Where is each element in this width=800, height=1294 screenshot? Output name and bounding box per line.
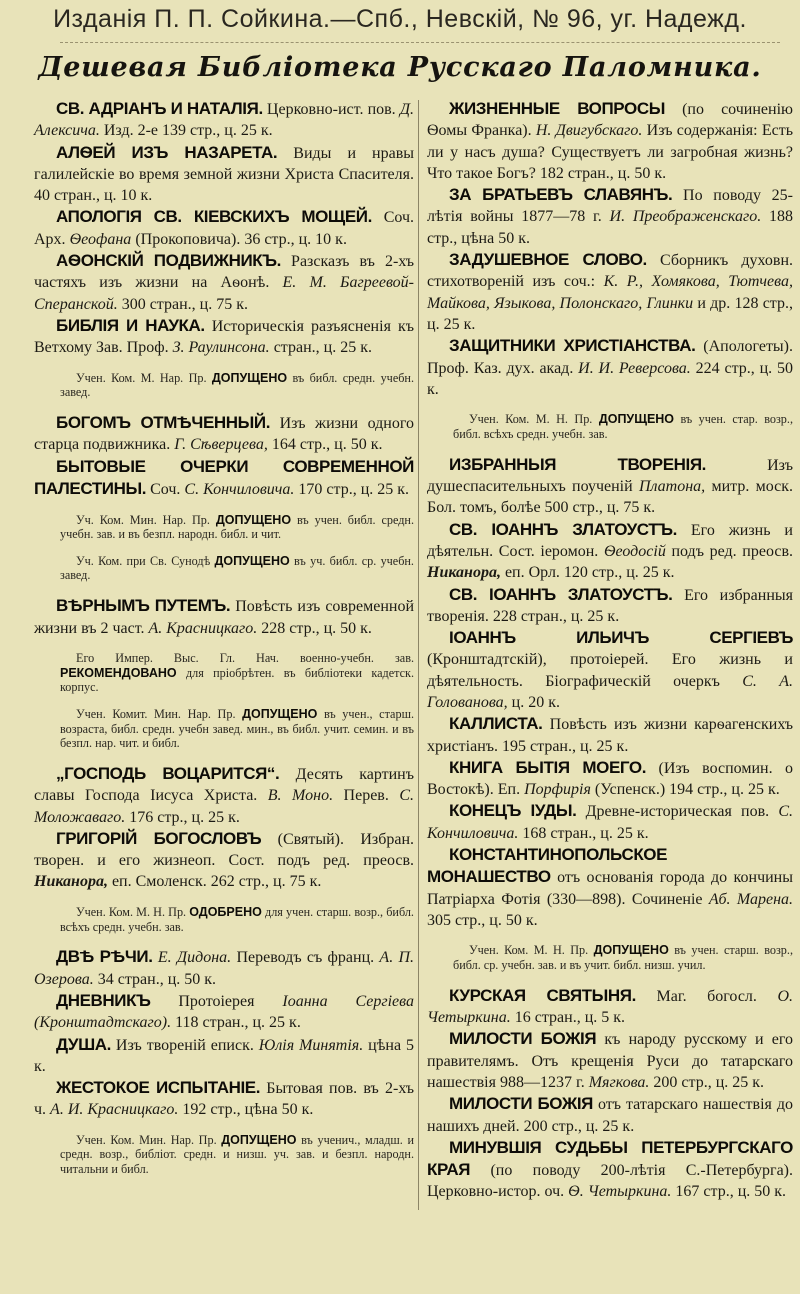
entry-text: Его избранныя творенія. 228 стран., ц. 25 к. — [427, 586, 793, 625]
book-title: ДНЕВНИКЪ — [56, 990, 151, 1010]
entry-text: Его жизнь и дѣятельн. Сост. іеромон. — [427, 521, 793, 560]
author-name: А. П. Озерова. — [34, 949, 415, 988]
entry-text: Виды и нравы галилейскіе во время земной жизни Христа Спасителя. 40 стран., ц. 10 к. — [34, 144, 415, 205]
book-title: ІОАННЪ ИЛЬИЧЪ СЕРГІЕВЪ — [449, 628, 793, 648]
book-title: ДВѢ РѢЧИ. — [56, 947, 153, 967]
entry-text: ц. 20 к. — [507, 693, 560, 711]
note-text: Учен. Комит. Мин. Нар. Пр. — [76, 707, 243, 721]
book-title: ЖИЗНЕННЫЕ ВОПРОСЫ — [449, 99, 665, 118]
entry-text: Протоіерея — [178, 992, 283, 1010]
book-title: КОНЕЦЪ ІУДЫ. — [449, 801, 577, 821]
entry-paragraph — [427, 184, 793, 249]
catalog-entry — [427, 627, 793, 713]
approval-status: ДОПУЩЕНО — [593, 943, 669, 958]
entry-paragraph — [34, 828, 414, 893]
catalog-entry — [427, 844, 793, 973]
catalog-entry — [427, 713, 793, 757]
note-text: Уч. Ком. при Св. Сунодѣ — [76, 553, 215, 568]
approval-note — [60, 554, 414, 583]
approval-note — [60, 707, 414, 751]
note-text: Учен. Ком. М. Н. Пр. — [76, 904, 190, 919]
entry-paragraph — [427, 519, 793, 584]
approval-note — [60, 513, 414, 542]
author-name: Ѳ. Четыркина. — [568, 1183, 672, 1201]
entry-text: (Кронштадтскій), протоіерей. Его жизнь и дѣятельность. Біографическій очеркъ — [427, 651, 793, 690]
catalog-entry — [34, 456, 414, 583]
note-text: Уч. Ком. Мин. Нар. Пр. — [76, 512, 216, 527]
catalog-entry — [427, 184, 793, 249]
catalog-entry — [34, 763, 414, 828]
author-name: И. Преображенскаго. — [609, 208, 762, 226]
entry-paragraph — [427, 98, 793, 184]
note-text: Учен. Ком. М. Н. Пр. — [469, 412, 599, 427]
author-name: А. И. Красницкаго. — [50, 1101, 179, 1119]
author-name: Е. М. Багреевой-Сперанской. — [34, 274, 415, 313]
note-text: въ учен. стар. возр., библ. всѣхъ средн. учебн. зав. — [453, 412, 793, 441]
entry-text: еп. Смоленск. 262 стр., ц. 75 к. — [107, 873, 322, 891]
entry-text: Изъ содержанія: Есть ли у насъ душа? Существуетъ ли загробная жизнь? Что такое Богъ? 182 стран., ц. 50 к. — [427, 122, 794, 182]
entry-paragraph — [427, 335, 793, 400]
note-text: въ учен., старш. возраста, библ. средн. учебн завед. мин., въ библ. учит. семин. и въ безпл. нар. чит. и библ. — [60, 707, 414, 751]
entry-text: (по поводу 200-лѣтія С.-Петербурга). Церковно-истор. оч. — [427, 1162, 793, 1201]
entry-text: (Святый). Избран. творен. и его жизнеоп. Сост. подъ ред. преосв. — [34, 830, 415, 870]
entry-text: 228 стр., ц. 50 к. — [257, 619, 372, 637]
entry-text: (Прокоповича). 36 стр., ц. 10 к. — [131, 230, 347, 248]
entry-text: 192 стр., цѣна 50 к. — [178, 1101, 314, 1119]
note-text: Его Импер. Выс. Гл. Нач. военно-учебн. зав. — [76, 651, 414, 666]
entry-text: цѣна 5 к. — [34, 1036, 415, 1075]
author-name: И. И. Реверсова. — [578, 359, 691, 377]
entry-text: 170 стр., ц. 25 к. — [294, 481, 410, 499]
author-name: Юлія Минятія. — [258, 1036, 364, 1054]
book-title: ЖЕСТОКОЕ ИСПЫТАНІЕ. — [56, 1078, 261, 1098]
entry-text: подъ ред. преосв. — [665, 542, 793, 560]
author-name: С. А. Голованова, — [427, 672, 793, 711]
author-name: Г. Сѣверцева, — [174, 436, 268, 454]
catalog-entry — [34, 828, 414, 934]
catalog-entry — [427, 519, 793, 584]
note-text: Учен. Ком. М. Н. Пр. — [469, 943, 594, 958]
book-title: БЫТОВЫЕ ОЧЕРКИ СОВРЕМЕННОЙ ПАЛЕСТИНЫ. — [34, 456, 414, 499]
entry-text: 168 стран., ц. 25 к. — [518, 824, 649, 842]
entry-text: Изд. 2-е 139 стр., ц. 25 к. — [99, 122, 273, 140]
catalog-column-right — [427, 98, 793, 1203]
note-text: въ ученич., младш. и средн. возр., библіот. средн. и низш. уч. зав. и безпл. народн. читальни и библ. — [60, 1132, 414, 1177]
book-title: БИБЛІЯ И НАУКА. — [56, 315, 205, 335]
entry-text: Историческія разъясненія къ Ветхому Зав. Проф. — [34, 317, 415, 357]
approval-status: РЕКОМЕНДОВАНО — [60, 665, 177, 680]
entry-text: Соч. Арх. — [34, 209, 414, 248]
entry-paragraph — [34, 315, 414, 359]
book-title: КУРСКАЯ СВЯТЫНЯ. — [449, 985, 636, 1005]
entry-text: 176 стр., ц. 25 к. — [125, 808, 240, 826]
catalog-entry — [427, 1093, 793, 1137]
book-title: АЛѲЕЙ ИЗЪ НАЗАРЕТА. — [56, 142, 278, 162]
entry-text: Разсказъ въ 2-хъ частяхъ изъ жизни на Аѳонѣ. — [34, 253, 414, 292]
catalog-entry — [427, 757, 793, 801]
entry-paragraph — [34, 98, 414, 142]
entry-text: отъ основанія города до кончины Патріарха Фотія (330—898). Сочиненіе — [427, 869, 793, 908]
catalog-entry — [34, 98, 414, 142]
approval-note — [60, 651, 414, 695]
entry-paragraph — [34, 250, 414, 315]
entry-text: Изъ жизни одного старца подвижника. — [34, 415, 415, 454]
entry-text: Церковно-ист. пов. — [266, 101, 400, 118]
entry-text: По поводу 25-лѣтія войны 1877—78 г. — [427, 187, 794, 226]
entry-text: (Апологеты). Проф. Каз. дух. акад. — [427, 338, 794, 377]
catalog-entry — [34, 142, 414, 207]
note-text: въ учен. библ. средн. учебн. зав. и въ безпл. народн. библ. и чит. — [60, 512, 414, 542]
book-title: АѲОНСКІЙ ПОДВИЖНИКЪ. — [56, 251, 281, 271]
note-text: въ библ. средн. учебн. завед. — [60, 370, 414, 400]
author-name: С. Кончиловича. — [184, 481, 295, 499]
author-name: Іоанна Сергіева (Кронштадтскаго). — [34, 992, 414, 1032]
catalog-entry — [34, 1077, 414, 1177]
catalog-entry — [34, 595, 414, 751]
entry-text: 164 стр., ц. 50 к. — [267, 436, 383, 454]
catalog-entry — [427, 249, 793, 335]
book-title: МИЛОСТИ БОЖІЯ — [449, 1029, 597, 1049]
author-name: З. Раулинсона. — [172, 339, 270, 357]
entry-text: стран., ц. 25 к. — [269, 339, 372, 357]
catalog-entry — [34, 250, 414, 315]
header-ornament-rule — [60, 36, 780, 43]
entry-text: Переводъ съ франц. — [231, 949, 380, 967]
note-text: въ уч. библ. ср. учебн. завед. — [60, 553, 414, 583]
book-title: ИЗБРАННЫЯ ТВОРЕНІЯ. — [449, 454, 706, 474]
approval-status: ДОПУЩЕНО — [211, 370, 288, 385]
approval-note — [60, 1133, 414, 1177]
note-text: для учен. старш. возр., библ. всѣхъ средн. учебн. зав. — [60, 904, 414, 934]
catalog-entry — [34, 206, 414, 250]
author-name: О. Четыркина. — [427, 987, 794, 1027]
book-title: „ГОСПОДЬ ВОЦАРИТСЯ“. — [56, 763, 280, 783]
book-title: КНИГА БЫТІЯ МОЕГО. — [449, 757, 647, 777]
entry-text: отъ татарскаго нашествія до нашихъ дней. 200 стр., ц. 25 к. — [427, 1096, 793, 1135]
entry-paragraph — [34, 595, 414, 639]
entry-text: къ народу русскому и его правителямъ. Отъ крещенія Руси до татарскаго нашествія 988—1237 г. — [427, 1031, 794, 1091]
book-title: СВ. ІОАННЪ ЗЛАТОУСТЪ. — [449, 584, 673, 604]
author-name: Н. Двигубскаго. — [535, 122, 643, 140]
entry-text: (по сочиненію Ѳомы Франка). — [427, 101, 793, 140]
entry-paragraph — [427, 627, 793, 713]
catalog-entry — [427, 1137, 793, 1203]
author-name: С. Кончиловича. — [427, 803, 793, 842]
book-title: ЗАДУШЕВНОЕ СЛОВО. — [449, 250, 647, 270]
note-text: Учен. Ком. М. Нар. Пр. — [76, 370, 212, 385]
catalog-entry — [427, 1028, 793, 1093]
entry-paragraph — [34, 456, 414, 501]
entry-paragraph — [34, 763, 414, 828]
entry-text: 188 стр., цѣна 50 к. — [427, 208, 794, 247]
entry-paragraph — [427, 985, 793, 1029]
approval-note — [453, 412, 793, 441]
book-title: МИЛОСТИ БОЖІЯ — [449, 1094, 593, 1114]
catalog-entry — [427, 98, 793, 184]
book-title: КОНСТАНТИНОПОЛЬСКОЕ МОНАШЕСТВО — [427, 845, 668, 887]
book-title: БОГОМЪ ОТМѢЧЕННЫЙ. — [56, 413, 271, 433]
entry-text: еп. Орл. 120 стр., ц. 25 к. — [500, 564, 675, 582]
approval-note — [60, 371, 414, 400]
entry-text: 305 стр., ц. 50 к. — [427, 911, 538, 929]
approval-status: ДОПУЩЕНО — [598, 412, 675, 427]
entry-text: Древне-историческая пов. — [585, 803, 779, 821]
entry-paragraph — [34, 142, 414, 207]
catalog-entry — [427, 584, 793, 628]
entry-paragraph — [34, 206, 414, 250]
entry-text: 167 стр., ц. 50 к. — [671, 1183, 787, 1201]
approval-status: ДОПУЩЕНО — [242, 707, 318, 721]
approval-status: ДОПУЩЕНО — [215, 512, 292, 527]
entry-paragraph — [34, 1077, 414, 1121]
book-title: СВ. АДРІАНЪ И НАТАЛІЯ. — [56, 99, 263, 118]
publisher-header: Изданія П. П. Сойкина.—Спб., Невскій, № 96, уг. Надежд. — [53, 5, 747, 33]
catalog-entry — [34, 990, 414, 1034]
entry-paragraph — [427, 1137, 793, 1203]
approval-status: ДОПУЩЕНО — [221, 1132, 297, 1147]
book-title: ГРИГОРІЙ БОГОСЛОВЪ — [56, 828, 262, 848]
entry-text: Повѣсть изъ современной жизни въ 2 част. — [34, 598, 414, 637]
author-name: А. Красницкаго. — [148, 619, 258, 637]
entry-paragraph — [427, 844, 793, 931]
book-title: ЗА БРАТЬЕВЪ СЛАВЯНЪ. — [449, 185, 673, 205]
entry-text: Изъ твореній еписк. — [115, 1036, 259, 1054]
entry-text: 118 стран., ц. 25 к. — [171, 1014, 301, 1032]
catalog-column-left — [34, 98, 414, 1189]
book-title: ВѢРНЫМЪ ПУТЕМЪ. — [56, 596, 231, 616]
note-text: Учен. Ком. Мин. Нар. Пр. — [76, 1132, 222, 1147]
note-text: для пріобрѣтен. въ библіотеки кадетск. корпус. — [60, 665, 414, 695]
column-divider — [418, 100, 419, 1210]
approval-note — [453, 943, 793, 972]
entry-text: Десять картинъ славы Господа Іисуса Христа. — [34, 765, 414, 805]
approval-note — [60, 905, 414, 934]
entry-text: 224 стр., ц. 50 к. — [427, 359, 793, 398]
entry-text: 16 стран., ц. 5 к. — [510, 1009, 626, 1027]
book-title: ДУША. — [56, 1034, 111, 1054]
entry-text: (Изъ воспомин. о Востокѣ). Еп. — [427, 759, 793, 799]
entry-text: Повѣсть изъ жизни карѳагенскихъ христіанъ. 195 стран., ц. 25 к. — [427, 716, 793, 755]
entry-paragraph — [427, 757, 793, 801]
entry-text: и др. 128 стр., ц. 25 к. — [427, 294, 793, 333]
author-name: Д. Алексича. — [34, 101, 415, 140]
entry-paragraph — [427, 713, 793, 757]
note-text: въ учен. старш. возр., библ. ср. учебн. зав. и въ учит. библ. низш. учил. — [453, 943, 793, 973]
author-name: Аб. Марена. — [708, 890, 794, 908]
approval-status: ОДОБРЕНО — [189, 904, 262, 919]
entry-paragraph — [427, 800, 793, 844]
entry-paragraph — [34, 412, 414, 456]
author-name: Мягкова. — [588, 1074, 650, 1091]
entry-paragraph — [427, 1093, 793, 1137]
author-name: Платона, — [638, 478, 706, 496]
catalog-entry — [427, 454, 793, 519]
entry-text: Перев. — [333, 787, 400, 805]
catalog-entry — [427, 800, 793, 844]
book-title: КАЛЛИСТА. — [449, 714, 543, 734]
entry-text: митр. моск. Бол. томъ, болѣе 500 стр., ц. 75 к. — [427, 478, 793, 517]
entry-paragraph — [427, 1028, 793, 1093]
book-title: АПОЛОГІЯ СВ. КІЕВСКИХЪ МОЩЕЙ. — [56, 207, 372, 227]
entry-paragraph — [427, 454, 793, 519]
author-name: Е. Дидона. — [157, 949, 232, 967]
approval-status: ДОПУЩЕНО — [214, 553, 290, 568]
book-title: МИНУВШІЯ СУДЬБЫ ПЕТЕРБУРГСКАГО КРАЯ — [427, 1137, 793, 1180]
entry-text: 34 стран., ц. 50 к. — [93, 970, 217, 988]
entry-text: Изъ душеспасительныхъ поученій — [427, 456, 793, 496]
author-name: Порфирія — [524, 781, 591, 799]
entry-paragraph — [34, 990, 414, 1034]
catalog-entry — [34, 315, 414, 400]
author-name: Никанора, — [34, 873, 108, 891]
entry-paragraph — [34, 1034, 414, 1078]
author-name: С. Моложаваго. — [34, 787, 415, 826]
page-title: Дешевая Библіотека Русскаго Паломника. — [38, 52, 762, 83]
entry-text: Сборникъ духовн. стихотвореній изъ соч.: — [427, 252, 794, 291]
entry-text: Маг. богосл. — [656, 987, 778, 1005]
entry-text: (Успенск.) 194 стр., ц. 25 к. — [590, 781, 780, 799]
entry-text: 200 стр., ц. 25 к. — [649, 1074, 765, 1091]
author-name: Никанора, — [427, 564, 501, 582]
entry-text: Соч. — [150, 481, 185, 499]
book-title: ЗАЩИТНИКИ ХРИСТІАНСТВА. — [449, 336, 696, 356]
author-name: К. Р., Хомякова, Тютчева, Майкова, Языкова, Полонскаго, Глинки — [427, 273, 793, 312]
catalog-entry — [34, 1034, 414, 1078]
entry-paragraph — [34, 946, 414, 990]
catalog-entry — [427, 985, 793, 1029]
author-name: Ѳеодосій — [603, 542, 666, 560]
entry-text: Бытовая пов. въ 2-хъ ч. — [34, 1080, 415, 1119]
book-title: СВ. ІОАННЪ ЗЛАТОУСТЪ. — [449, 519, 677, 539]
entry-text: 300 стран., ц. 75 к. — [117, 295, 248, 313]
entry-paragraph — [427, 584, 793, 628]
catalog-entry — [34, 946, 414, 990]
catalog-entry — [34, 412, 414, 456]
author-name: Ѳеофана — [69, 230, 132, 248]
author-name: В. Моно. — [267, 787, 334, 805]
entry-paragraph — [427, 249, 793, 335]
catalog-entry — [427, 335, 793, 441]
